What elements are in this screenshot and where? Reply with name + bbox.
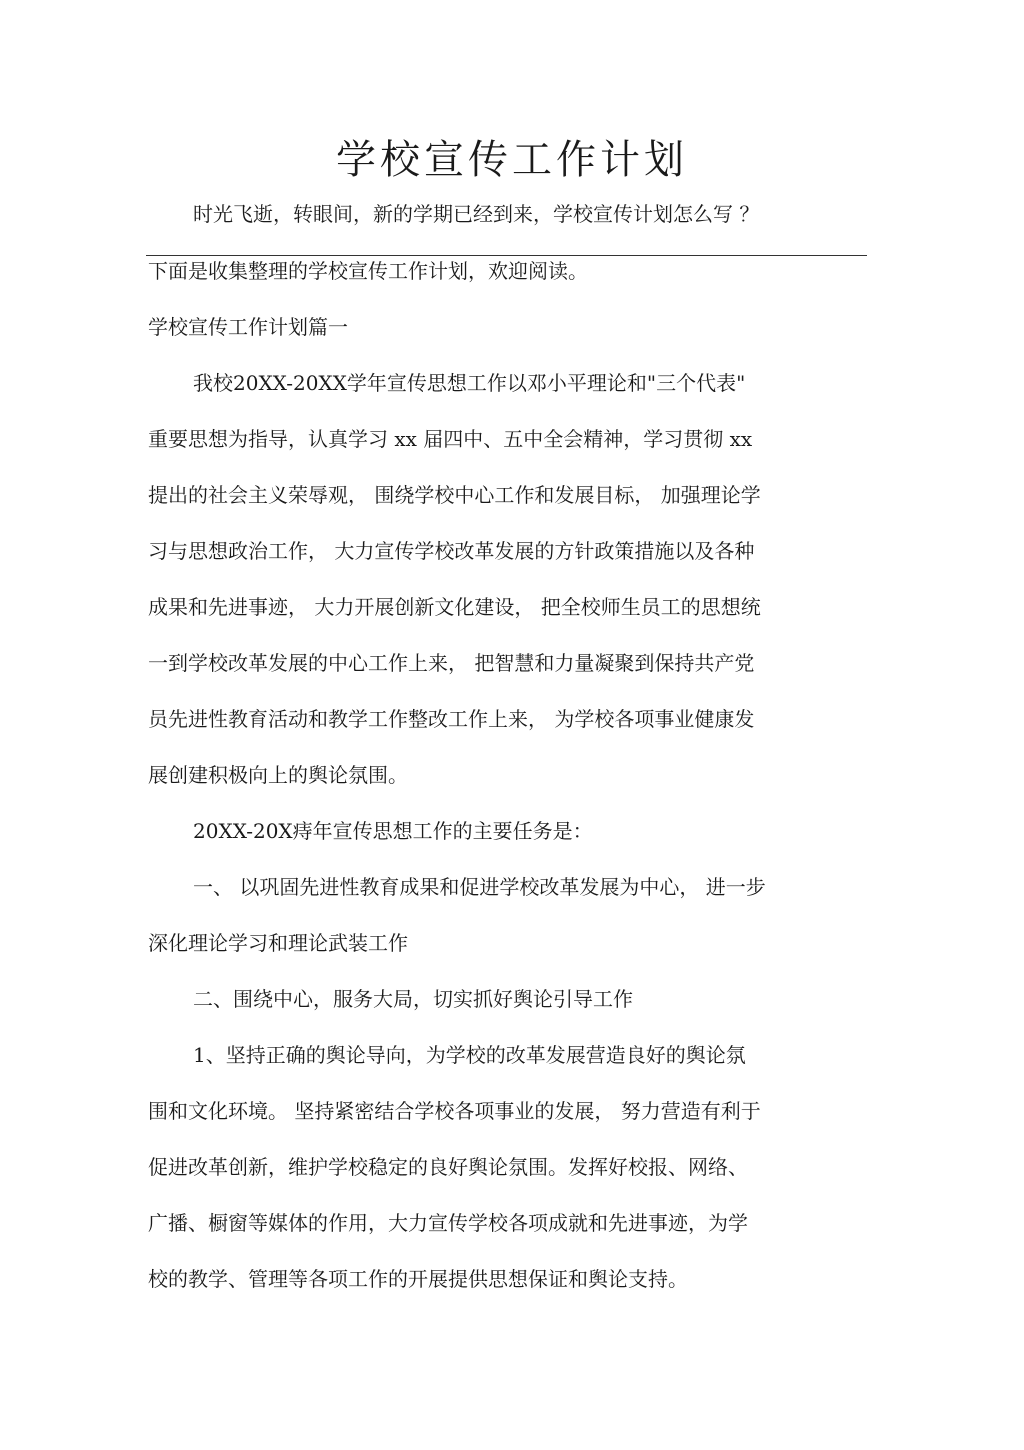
body-line: 校的教学、管理等各项工作的开展提供思想保证和舆论支持。 — [148, 1267, 688, 1291]
body-line: 广播、橱窗等媒体的作用，大力宣传学校各项成就和先进事迹，为学 — [148, 1211, 748, 1235]
section-heading: 学校宣传工作计划篇一 — [148, 315, 348, 339]
body-line: 二、围绕中心，服务大局，切实抓好舆论引导工作 — [193, 987, 633, 1011]
body-line: 一到学校改革发展的中心工作上来， 把智慧和力量凝聚到保持共产党 — [148, 651, 755, 675]
intro-line: 时光飞逝，转眼间，新的学期已经到来，学校宣传计划怎么写 ？ — [193, 202, 760, 226]
body-line: 20XX-20X痔年宣传思想工作的主要任务是： — [193, 819, 593, 843]
body-line: 习与思想政治工作， 大力宣传学校改革发展的方针政策措施以及各种 — [148, 539, 755, 563]
body-line: 促进改革创新，维护学校稳定的良好舆论氛围。发挥好校报、网络、 — [148, 1155, 748, 1179]
body-line: 重要思想为指导，认真学习 xx 届四中、五中全会精神，学习贯彻 xx — [148, 427, 753, 451]
body-line: 提出的社会主义荣辱观， 围绕学校中心工作和发展目标， 加强理论学 — [148, 483, 761, 507]
document-title: 学校宣传工作计划 — [336, 137, 688, 183]
body-line: 围和文化环境。 坚持紧密结合学校各项事业的发展， 努力营造有利于 — [148, 1099, 761, 1123]
horizontal-rule — [146, 255, 867, 256]
body-line: 展创建积极向上的舆论氛围。 — [148, 763, 408, 787]
body-line: 成果和先进事迹， 大力开展创新文化建设， 把全校师生员工的思想统 — [148, 595, 761, 619]
body-line: 1、坚持正确的舆论导向，为学校的改革发展营造良好的舆论氛 — [193, 1043, 746, 1067]
body-line: 我校20XX-20XX学年宣传思想工作以邓小平理论和"三个代表" — [193, 371, 746, 395]
body-line: 一、 以巩固先进性教育成果和促进学校改革发展为中心， 进一步 — [193, 875, 766, 899]
body-line: 员先进性教育活动和教学工作整改工作上来， 为学校各项事业健康发 — [148, 707, 755, 731]
intro-line: 下面是收集整理的学校宣传工作计划，欢迎阅读。 — [148, 259, 588, 283]
body-line: 深化理论学习和理论武装工作 — [148, 931, 408, 955]
